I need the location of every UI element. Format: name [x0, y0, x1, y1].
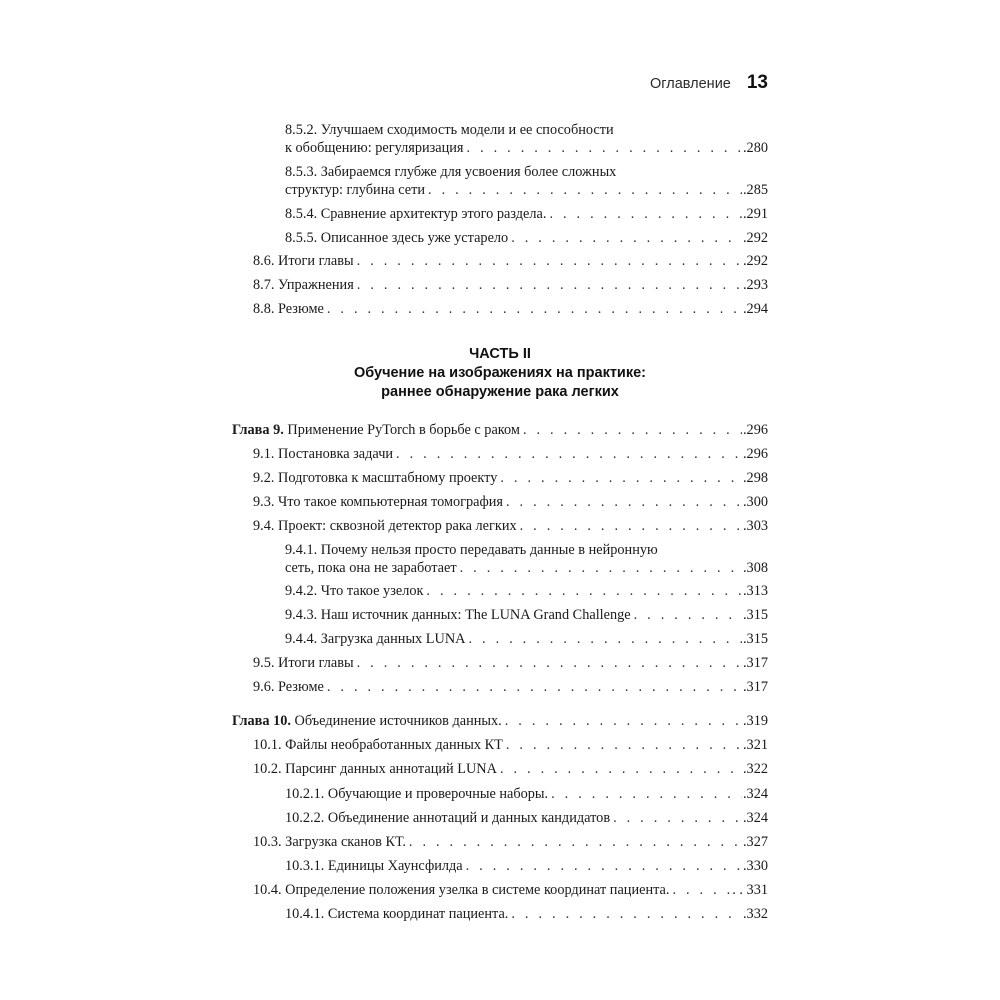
toc-page-number: .291	[742, 206, 768, 222]
toc-page-number: .322	[742, 761, 768, 777]
dot-leader	[460, 559, 742, 577]
toc-page-number: .308	[742, 560, 768, 576]
chapter-prefix: Глава 10.	[232, 713, 291, 729]
dot-leader	[634, 606, 742, 624]
toc-entry-label: 10.1. Файлы необработанных данных КТ	[253, 737, 503, 753]
toc-entry-9-4-2[interactable]	[285, 582, 768, 600]
toc-page-number: .300	[742, 494, 768, 510]
toc-entry-9-4-3[interactable]	[285, 606, 768, 624]
dot-leader	[506, 736, 742, 754]
dot-leader	[426, 582, 742, 600]
toc-entry-label: 10.2.2. Объединение аннотаций и данных кандидатов	[285, 810, 611, 826]
toc-entry-10-4[interactable]	[253, 881, 768, 899]
toc-page-number: .303	[742, 518, 768, 534]
toc-entry-9-4-4[interactable]	[285, 630, 768, 648]
toc-page-number: .324	[742, 786, 768, 802]
dot-leader	[409, 833, 742, 851]
dot-leader	[520, 517, 742, 535]
toc-entry-first-line: 8.5.2. Улучшаем сходимость модели и ее способности	[285, 122, 614, 138]
toc-entry-label: 8.7. Упражнения	[253, 277, 354, 293]
toc-page-number: .315	[742, 607, 768, 623]
toc-entry-label: 10.3.1. Единицы Хаунсфилда	[285, 858, 463, 874]
toc-page-number: .294	[742, 301, 768, 317]
toc-page-number: .317	[742, 679, 768, 695]
toc-entry-10-2-1[interactable]	[285, 785, 768, 803]
toc-entry-label: 9.6. Резюме	[253, 679, 324, 695]
toc-entry-9-2[interactable]	[253, 469, 768, 487]
toc-entry-8-8[interactable]	[253, 300, 768, 318]
toc-page-number: .292	[742, 230, 768, 246]
dot-leader	[357, 252, 742, 270]
toc-chapter-9[interactable]	[232, 421, 768, 439]
toc-page-number: . . 331	[732, 882, 768, 898]
toc-entry-label: сеть, пока она не заработает	[285, 560, 457, 576]
dot-leader	[467, 139, 742, 157]
toc-entry-first-line: 8.5.3. Забираемся глубже для усвоения более сложных	[285, 164, 617, 180]
toc-entry-8-5-3[interactable]	[285, 163, 768, 199]
toc-entry-9-3[interactable]	[253, 493, 768, 511]
toc-page-number: .315	[742, 631, 768, 647]
dot-leader	[672, 881, 731, 899]
toc-entry-8-5-5[interactable]	[285, 229, 768, 247]
dot-leader	[466, 857, 742, 875]
toc-page-number: .321	[742, 737, 768, 753]
dot-leader	[505, 712, 742, 730]
toc-entry-8-6[interactable]	[253, 252, 768, 270]
toc-entry-label: 9.1. Постановка задачи	[253, 446, 394, 462]
toc-entry-9-1[interactable]	[253, 445, 768, 463]
dot-leader	[549, 205, 742, 223]
toc-page-number: .317	[742, 655, 768, 671]
toc-entry-label: 10.4.1. Система координат пациента.	[285, 906, 509, 922]
dot-leader	[613, 809, 742, 827]
toc-entry-label: 9.4.2. Что такое узелок	[285, 583, 424, 599]
toc-entry-label: 10.2.1. Обучающие и проверочные наборы.	[285, 786, 549, 802]
dot-leader	[327, 300, 742, 318]
toc-page-number: .285	[742, 182, 768, 198]
toc-entry-8-5-4[interactable]	[285, 205, 768, 223]
toc-entry-label: 9.4.4. Загрузка данных LUNA	[285, 631, 466, 647]
dot-leader	[357, 654, 742, 672]
part-title: ЧАСТЬ II	[469, 346, 531, 362]
toc-page-number: .296	[742, 446, 768, 462]
toc-entry-9-4-1[interactable]	[285, 541, 768, 577]
dot-leader	[511, 229, 742, 247]
toc-page-number: .280	[742, 140, 768, 156]
part-subtitle-line-2: раннее обнаружение рака легких	[381, 384, 619, 400]
toc-entry-10-2-2[interactable]	[285, 809, 768, 827]
toc-page-number: .324	[742, 810, 768, 826]
toc-page-number: .296	[742, 422, 768, 438]
chapter-title: Применение PyTorch в борьбе с раком	[283, 422, 520, 438]
dot-leader	[506, 493, 742, 511]
chapter-title: Объединение источников данных.	[290, 713, 502, 729]
toc-entry-9-6[interactable]	[253, 678, 768, 696]
dot-leader	[396, 445, 742, 463]
toc-entry-label: 9.3. Что такое компьютерная томография	[253, 494, 503, 510]
dot-leader	[551, 785, 742, 803]
toc-entry-10-4-1[interactable]	[285, 905, 768, 923]
toc-entry-label: структур: глубина сети	[285, 182, 426, 198]
dot-leader	[468, 630, 741, 648]
toc-entry-label: 10.2. Парсинг данных аннотаций LUNA	[253, 761, 497, 777]
toc-entry-label: к обобщению: регуляризация	[285, 140, 464, 156]
toc-page-number: .313	[742, 583, 768, 599]
toc-page-number: .298	[742, 470, 768, 486]
page-number: 13	[746, 72, 768, 93]
toc-page-number: .332	[742, 906, 768, 922]
toc-entry-label: 8.8. Резюме	[253, 301, 324, 317]
toc-entry-9-4[interactable]	[253, 517, 768, 535]
dot-leader	[357, 276, 742, 294]
chapter-prefix: Глава 9.	[232, 422, 284, 438]
toc-entry-9-5[interactable]	[253, 654, 768, 672]
dot-leader	[500, 469, 742, 487]
dot-leader	[523, 421, 742, 439]
toc-entry-10-2[interactable]	[253, 760, 768, 778]
toc-page-number: .293	[742, 277, 768, 293]
toc-entry-label: 8.6. Итоги главы	[253, 253, 354, 269]
toc-entry-label: 9.4.3. Наш источник данных: The LUNA Grand Challenge	[285, 607, 631, 623]
toc-page-number: .327	[742, 834, 768, 850]
part-subtitle-line-1: Обучение на изображениях на практике:	[353, 365, 647, 381]
toc-page-number: .330	[742, 858, 768, 874]
toc-entry-8-5-2[interactable]	[285, 121, 768, 157]
toc-entry-label: 10.4. Определение положения узелка в системе координат пациента.	[253, 882, 670, 898]
dot-leader	[428, 181, 742, 199]
toc-entry-first-line: 9.4.1. Почему нельзя просто передавать данные в нейронную	[285, 542, 658, 558]
part-heading	[232, 345, 768, 402]
toc-chapter-10[interactable]	[232, 712, 768, 730]
toc-page-number: .292	[742, 253, 768, 269]
toc-entry-label: 9.5. Итоги главы	[253, 655, 354, 671]
toc-entry-8-7[interactable]	[253, 276, 768, 294]
dot-leader	[500, 760, 742, 778]
toc-entry-10-1[interactable]	[253, 736, 768, 754]
running-head-title: Оглавление	[650, 76, 731, 92]
toc-entry-label: 10.3. Загрузка сканов КТ.	[253, 834, 406, 850]
toc-entry-10-3-1[interactable]	[285, 857, 768, 875]
dot-leader	[511, 905, 742, 923]
running-head	[560, 72, 768, 94]
dot-leader	[327, 678, 742, 696]
toc-entry-label: 9.4. Проект: сквозной детектор рака легких	[253, 518, 517, 534]
toc-page-number: .319	[742, 713, 768, 729]
toc-entry-10-3[interactable]	[253, 833, 768, 851]
toc-entry-label: 9.2. Подготовка к масштабному проекту	[253, 470, 498, 486]
toc-entry-label: 8.5.5. Описанное здесь уже устарело	[285, 230, 509, 246]
toc-entry-label: 8.5.4. Сравнение архитектур этого раздела.	[285, 206, 547, 222]
